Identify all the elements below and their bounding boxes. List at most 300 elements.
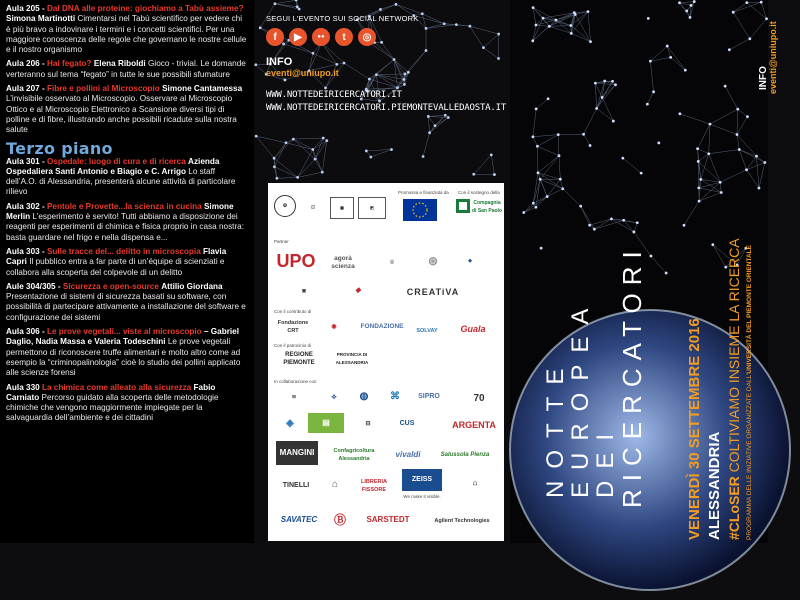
network-line bbox=[709, 154, 720, 183]
middle-panel bbox=[254, 0, 510, 543]
zeiss-logo: ZEISS bbox=[402, 469, 442, 491]
title-notte: NOTTE bbox=[542, 357, 570, 498]
network-line bbox=[747, 3, 767, 19]
network-line bbox=[581, 206, 590, 225]
network-dot bbox=[312, 52, 315, 55]
facebook-icon[interactable]: f bbox=[266, 28, 284, 46]
network-dot bbox=[468, 25, 471, 28]
network-line bbox=[602, 97, 613, 121]
network-dot bbox=[368, 78, 371, 81]
network-line bbox=[376, 74, 405, 75]
argenta-logo: ARGENTA bbox=[448, 415, 500, 435]
network-line bbox=[701, 154, 709, 180]
network-line bbox=[524, 197, 547, 213]
libreria-logo: LIBRERIA FISSORE bbox=[354, 475, 394, 497]
castle-logo: ◆ bbox=[338, 281, 378, 301]
network-dot bbox=[561, 187, 564, 190]
network-dot bbox=[689, 16, 692, 19]
floor-heading: Terzo piano bbox=[6, 140, 248, 157]
network-dot bbox=[395, 3, 398, 6]
network-line bbox=[428, 116, 429, 132]
network-dot bbox=[275, 177, 278, 180]
network-dot bbox=[610, 218, 613, 221]
network-logo: ⌘ bbox=[380, 387, 410, 407]
network-dot bbox=[595, 107, 598, 110]
network-dot bbox=[390, 148, 393, 151]
network-dot bbox=[707, 152, 710, 155]
network-line bbox=[584, 134, 590, 145]
entry-desc: L’invisibile osservato al Microscopio. Osservare al Microscopio Ottico e al Microscopio Elettronico a Scansione diversi tipi di polline e di fibre, illustrando anche possibili ricadute sulla nostra salute bbox=[6, 94, 237, 134]
network-dot bbox=[547, 97, 550, 100]
network-dot bbox=[375, 73, 378, 76]
info-title: INFO bbox=[266, 56, 292, 68]
university-seal-logo: ⚙ bbox=[274, 195, 296, 217]
network-line bbox=[533, 109, 536, 137]
network-dot bbox=[745, 1, 748, 4]
agency-logo: ◍ bbox=[352, 387, 376, 407]
collaborazione-label: In collaborazione con bbox=[274, 379, 317, 384]
entry-desc: L’esperimento è servito! Tutti abbiamo a disposizione dei reagenti per esperimenti di chimica e fisica proprio in casa nostra: basta guardare nel frigo e nella dispensa e... bbox=[6, 212, 244, 242]
savatec-logo: SAVATEC bbox=[276, 509, 322, 531]
network-line bbox=[293, 138, 323, 139]
network-line bbox=[720, 182, 721, 192]
network-line bbox=[483, 48, 498, 59]
network-line bbox=[571, 26, 591, 42]
network-line bbox=[277, 177, 298, 178]
network-dot bbox=[295, 0, 298, 2]
network-dot bbox=[720, 191, 723, 194]
flickr-icon[interactable]: ●● bbox=[312, 28, 330, 46]
network-dot bbox=[425, 49, 428, 52]
network-dot bbox=[296, 176, 299, 179]
network-line bbox=[547, 189, 563, 197]
confagricoltura-logo: Confagricoltura Alessandria bbox=[324, 445, 384, 465]
entry-speaker: Simone Merlin bbox=[6, 202, 234, 221]
network-dot bbox=[393, 58, 396, 61]
network-line bbox=[533, 135, 558, 137]
network-line bbox=[684, 201, 699, 225]
unito-logo: ◎ bbox=[368, 251, 416, 273]
network-line bbox=[428, 115, 445, 116]
network-line bbox=[750, 19, 767, 39]
network-line bbox=[524, 203, 534, 212]
network-dot bbox=[532, 135, 535, 138]
network-line bbox=[322, 141, 327, 173]
network-dot bbox=[343, 62, 346, 65]
network-line bbox=[547, 179, 560, 196]
title-ricercatori: RICERCATORI bbox=[617, 243, 648, 508]
network-line bbox=[747, 170, 759, 188]
network-dot bbox=[482, 46, 485, 49]
network-line bbox=[256, 65, 266, 74]
network-dot bbox=[760, 1, 763, 4]
agora-logo: agorà scienza bbox=[322, 253, 364, 273]
program-panel bbox=[0, 0, 254, 543]
network-dot bbox=[447, 116, 450, 119]
network-dot bbox=[455, 23, 458, 26]
network-line bbox=[584, 108, 597, 134]
network-dot bbox=[650, 255, 653, 258]
623-logo: ◈ bbox=[276, 413, 304, 435]
entry-title: Dal DNA alle proteine: giochiamo a Tabù assieme? bbox=[47, 4, 244, 13]
network-line bbox=[680, 2, 695, 3]
program-note-text: PROGRAMMA DELLE INIZIATIVE ORGANIZZATE DALL’ bbox=[746, 374, 753, 540]
right-info-title: INFO bbox=[758, 66, 769, 90]
network-line bbox=[680, 114, 710, 124]
compagnia-logo: Compagnia di San Paolo bbox=[471, 199, 503, 215]
network-dot bbox=[693, 0, 696, 3]
network-line bbox=[651, 256, 666, 273]
network-line bbox=[594, 220, 623, 229]
network-line bbox=[556, 20, 571, 25]
network-line bbox=[274, 167, 297, 178]
network-line bbox=[737, 117, 747, 135]
network-dot bbox=[579, 205, 582, 208]
network-dot bbox=[434, 124, 437, 127]
website-link-1[interactable]: WWW.NOTTEDEIRICERCATORI.IT bbox=[266, 90, 402, 100]
entry-title: Sicurezza e open-source bbox=[63, 282, 159, 291]
network-line bbox=[538, 156, 559, 173]
network-line bbox=[366, 75, 376, 90]
network-line bbox=[650, 57, 670, 61]
network-line bbox=[597, 81, 605, 108]
network-dot bbox=[589, 40, 592, 43]
network-dot bbox=[539, 178, 542, 181]
network-line bbox=[709, 124, 710, 154]
network-line bbox=[274, 139, 293, 158]
network-line bbox=[537, 146, 538, 173]
network-dot bbox=[531, 39, 534, 42]
network-dot bbox=[621, 157, 624, 160]
network-dot bbox=[724, 85, 727, 88]
network-dot bbox=[709, 123, 712, 126]
entry-aula: Aula 205 - bbox=[6, 4, 45, 13]
brand-b-logo: Ⓑ bbox=[326, 507, 354, 533]
partner-label: Partner bbox=[274, 239, 289, 244]
network-line bbox=[563, 189, 581, 206]
network-dot bbox=[284, 79, 287, 82]
network-dot bbox=[684, 69, 687, 72]
network-line bbox=[483, 34, 498, 48]
network-line bbox=[737, 135, 757, 157]
network-line bbox=[309, 43, 322, 71]
info-email[interactable]: eventi@uniupo.it bbox=[266, 68, 339, 78]
network-line bbox=[733, 3, 747, 13]
social-title: SEGUI L’EVENTO SUI SOCIAL NETWORK bbox=[266, 14, 418, 23]
network-line bbox=[376, 75, 404, 85]
network-line bbox=[382, 42, 394, 59]
network-dot bbox=[522, 211, 525, 214]
event-date: VENERDÌ 30 SETTEMBRE 2016 bbox=[686, 318, 703, 540]
network-dot bbox=[403, 78, 406, 81]
cover-panel bbox=[510, 0, 768, 543]
mangini-logo: MANGINI bbox=[276, 441, 318, 465]
network-dot bbox=[535, 107, 538, 110]
closer-tagline: COLTIVIAMO INSIEME LA RICERCA bbox=[726, 238, 742, 472]
program-note-upo: UNIVERSITÀ DEL PIEMONTE ORIENTALE bbox=[746, 245, 753, 374]
network-dot bbox=[274, 2, 277, 5]
network-dot bbox=[732, 11, 735, 14]
network-dot bbox=[636, 221, 639, 224]
network-line bbox=[739, 150, 756, 157]
unione-logo: ⊞ bbox=[274, 387, 314, 407]
network-line bbox=[590, 219, 612, 225]
network-line bbox=[375, 42, 395, 59]
compagnia-icon bbox=[456, 199, 470, 213]
guala-logo: Guala bbox=[448, 319, 498, 339]
network-line bbox=[725, 86, 738, 109]
network-line bbox=[537, 146, 559, 155]
network-dot bbox=[683, 224, 686, 227]
network-line bbox=[737, 109, 738, 134]
social-icons bbox=[266, 28, 376, 46]
network-dot bbox=[640, 172, 643, 175]
entry-aula: Aule 304/305 - bbox=[6, 282, 61, 291]
entry-aula: Aula 302 - bbox=[6, 202, 45, 211]
network-dot bbox=[379, 8, 382, 11]
network-dot bbox=[292, 138, 295, 141]
network-line bbox=[733, 12, 750, 39]
network-dot bbox=[403, 73, 406, 76]
network-line bbox=[549, 26, 571, 27]
network-dot bbox=[472, 173, 475, 176]
network-line bbox=[474, 155, 492, 174]
network-dot bbox=[369, 156, 372, 159]
network-line bbox=[423, 133, 430, 157]
website-link-2[interactable]: WWW.NOTTEDEIRICERCATORI.PIEMONTEVALLEDAOSTA.IT bbox=[266, 103, 506, 113]
entry-desc: Il pubblico entra a far parte di un’équipe di scienziati e collabora alla scoperta del colpevole di un delitto bbox=[6, 257, 224, 276]
network-line bbox=[571, 33, 590, 41]
network-line bbox=[756, 156, 764, 162]
network-dot bbox=[611, 80, 614, 83]
network-dot bbox=[427, 115, 430, 118]
network-line bbox=[344, 63, 369, 79]
program-note bbox=[746, 245, 753, 540]
network-dot bbox=[490, 153, 493, 156]
network-line bbox=[595, 83, 596, 108]
network-dot bbox=[285, 141, 288, 144]
network-line bbox=[699, 192, 721, 201]
network-line bbox=[275, 0, 296, 4]
top-entries bbox=[6, 4, 248, 136]
network-dot bbox=[548, 25, 551, 28]
network-dot bbox=[497, 33, 500, 36]
ricerca-logo: ▦ bbox=[330, 197, 354, 219]
entry-speaker: Attilio Giordana bbox=[161, 282, 222, 291]
network-dot bbox=[422, 155, 425, 158]
network-dot bbox=[746, 115, 749, 118]
event-city: ALESSANDRIA bbox=[706, 432, 723, 540]
sostegno-label: Con il sostegno della bbox=[458, 190, 500, 195]
horizon-logo: ◫ bbox=[300, 197, 326, 217]
entry-aula: Aula 330 bbox=[6, 383, 40, 392]
fondazione-logo: FONDAZIONE bbox=[356, 317, 408, 337]
network-dot bbox=[546, 195, 549, 198]
network-line bbox=[430, 118, 449, 133]
network-dot bbox=[603, 80, 606, 83]
network-line bbox=[298, 149, 313, 177]
network-line bbox=[634, 223, 637, 232]
network-dot bbox=[557, 133, 560, 136]
network-line bbox=[623, 158, 641, 173]
network-line bbox=[738, 109, 748, 116]
bottom-entries bbox=[6, 157, 248, 424]
network-line bbox=[671, 57, 686, 70]
network-dot bbox=[736, 133, 739, 136]
network-line bbox=[747, 2, 761, 3]
entry-desc: Percorso guidato alla scoperta delle metodologie chimiche che vengono maggiormente impiegate per la salvaguardia dell’ambiente e dei cittadini bbox=[6, 393, 219, 423]
network-line bbox=[558, 135, 559, 156]
closer-hashtag bbox=[726, 238, 742, 540]
network-dot bbox=[532, 202, 535, 205]
agilent-logo: Agilent Technologies bbox=[424, 511, 500, 531]
network-dot bbox=[649, 60, 652, 63]
entry-aula: Aula 301 - bbox=[6, 157, 45, 166]
sistema-scienza-logo: ◩ bbox=[358, 197, 386, 219]
network-dot bbox=[698, 200, 701, 203]
entry-aula: Aula 206 - bbox=[6, 59, 45, 68]
network-line bbox=[720, 170, 746, 182]
network-dot bbox=[298, 8, 301, 11]
network-dot bbox=[594, 82, 597, 85]
network-dot bbox=[254, 63, 257, 66]
network-dot bbox=[666, 45, 669, 48]
network-dot bbox=[570, 32, 573, 35]
network-dot bbox=[678, 1, 681, 4]
program-entry bbox=[6, 247, 248, 278]
network-line bbox=[536, 25, 549, 26]
entry-aula: Aula 303 - bbox=[6, 247, 45, 256]
network-dot bbox=[443, 22, 446, 25]
network-dot bbox=[255, 135, 258, 138]
entry-title: Hai fegato? bbox=[47, 59, 92, 68]
network-dot bbox=[685, 10, 688, 13]
network-dot bbox=[697, 186, 700, 189]
network-dot bbox=[259, 26, 262, 29]
network-dot bbox=[273, 157, 276, 160]
network-line bbox=[376, 59, 394, 74]
logo-misc: ⊟ bbox=[348, 415, 388, 433]
network-dot bbox=[540, 247, 543, 250]
network-line bbox=[426, 24, 444, 29]
entry-title: Ospedale: luogo di cura e di ricerca bbox=[47, 157, 186, 166]
network-dot bbox=[612, 120, 615, 123]
title-europea: EUROPEA bbox=[567, 297, 595, 498]
network-dot bbox=[558, 154, 561, 157]
network-dot bbox=[542, 17, 545, 20]
network-dot bbox=[322, 137, 325, 140]
network-line bbox=[536, 197, 547, 208]
network-dot bbox=[632, 231, 635, 234]
zeiss-tagline: We make it visible. bbox=[400, 493, 444, 501]
network-dot bbox=[493, 173, 496, 176]
network-line bbox=[667, 46, 670, 57]
entry-desc: Le prove vegetali permettono di riconoscere truffe alimentari e molto altro come ad esempio la “criminopalinologia” cioè lo studio dei pollini applicato alle scienze forensi bbox=[6, 337, 240, 377]
network-line bbox=[597, 108, 614, 121]
network-line bbox=[729, 39, 749, 50]
right-info-email[interactable]: eventi@uniupo.it bbox=[768, 21, 778, 94]
network-dot bbox=[657, 142, 660, 145]
network-dot bbox=[690, 4, 693, 7]
network-line bbox=[426, 25, 456, 29]
youtube-icon[interactable]: ▶ bbox=[289, 28, 307, 46]
network-dot bbox=[324, 86, 327, 89]
network-line bbox=[698, 124, 710, 149]
vivaldi-logo: vivaldi bbox=[388, 445, 428, 465]
network-dot bbox=[765, 17, 768, 20]
network-dot bbox=[758, 187, 761, 190]
network-dot bbox=[573, 11, 576, 14]
cus-logo: CUS bbox=[392, 415, 422, 433]
network-dot bbox=[614, 83, 617, 86]
network-dot bbox=[555, 19, 558, 22]
closer-text: #CLoSER bbox=[726, 476, 742, 540]
title-dei: DEI bbox=[592, 422, 620, 498]
tower-logo: ⌂ bbox=[320, 473, 350, 497]
network-dot bbox=[748, 37, 751, 40]
entry-title: La chimica come alleato alla sicurezza bbox=[42, 383, 191, 392]
network-line bbox=[710, 124, 737, 134]
entry-speaker: Flavia Capri bbox=[6, 247, 226, 266]
program-entry bbox=[6, 202, 248, 243]
sponsor-logos bbox=[268, 183, 504, 541]
network-line bbox=[594, 219, 611, 229]
instagram-icon[interactable]: ◎ bbox=[358, 28, 376, 46]
program-entry bbox=[6, 383, 248, 424]
entry-speaker: Fabio Carniato bbox=[6, 383, 215, 402]
network-dot bbox=[425, 27, 428, 30]
network-line bbox=[588, 12, 590, 42]
upo-logo: UPO bbox=[274, 249, 318, 273]
entry-title: Pentole e Provette...la scienza in cucina bbox=[47, 202, 202, 211]
network-dot bbox=[535, 24, 538, 27]
network-dot bbox=[593, 228, 596, 231]
entry-desc: Presentazione di sistemi di sicurezza basati su software, con possibilità di partecipare attivamente a installazione del software e configurazione dei sistemi bbox=[6, 292, 246, 322]
network-dot bbox=[403, 83, 406, 86]
network-dot bbox=[559, 178, 562, 181]
entry-aula: Aula 207 - bbox=[6, 84, 45, 93]
eu-flag-icon bbox=[403, 199, 437, 221]
network-dot bbox=[321, 171, 324, 174]
network-line bbox=[650, 46, 667, 61]
network-dot bbox=[736, 108, 739, 111]
network-line bbox=[581, 206, 595, 229]
network-line bbox=[595, 83, 602, 97]
polito-logo: ◈ bbox=[450, 251, 490, 271]
network-dot bbox=[646, 103, 649, 106]
network-line bbox=[647, 92, 653, 104]
network-dot bbox=[745, 168, 748, 171]
twitter-icon[interactable]: t bbox=[335, 28, 353, 46]
network-dot bbox=[569, 24, 572, 27]
network-line bbox=[556, 20, 571, 33]
sarstedt-logo: SARSTEDT bbox=[358, 509, 418, 531]
contributo-label: Con il contributo di bbox=[274, 309, 311, 314]
entry-title: Sulle tracce del... delitto in microscopia bbox=[47, 247, 201, 256]
sipro-logo: SIPRO bbox=[414, 387, 444, 407]
network-dot bbox=[622, 219, 625, 222]
provincia-logo: PROVINCIA DI ALESSANDRIA bbox=[328, 349, 376, 369]
entry-speaker: Simone Cantamessa bbox=[162, 84, 242, 93]
network-line bbox=[524, 207, 536, 212]
network-line bbox=[298, 172, 323, 177]
network-line bbox=[408, 51, 426, 73]
patrocinio-label: Con il patrocinio di bbox=[274, 343, 311, 348]
network-line bbox=[491, 155, 494, 175]
fondazione-crt-logo: Fondazione CRT bbox=[274, 317, 312, 337]
network-line bbox=[274, 143, 286, 158]
network-dot bbox=[755, 155, 758, 158]
